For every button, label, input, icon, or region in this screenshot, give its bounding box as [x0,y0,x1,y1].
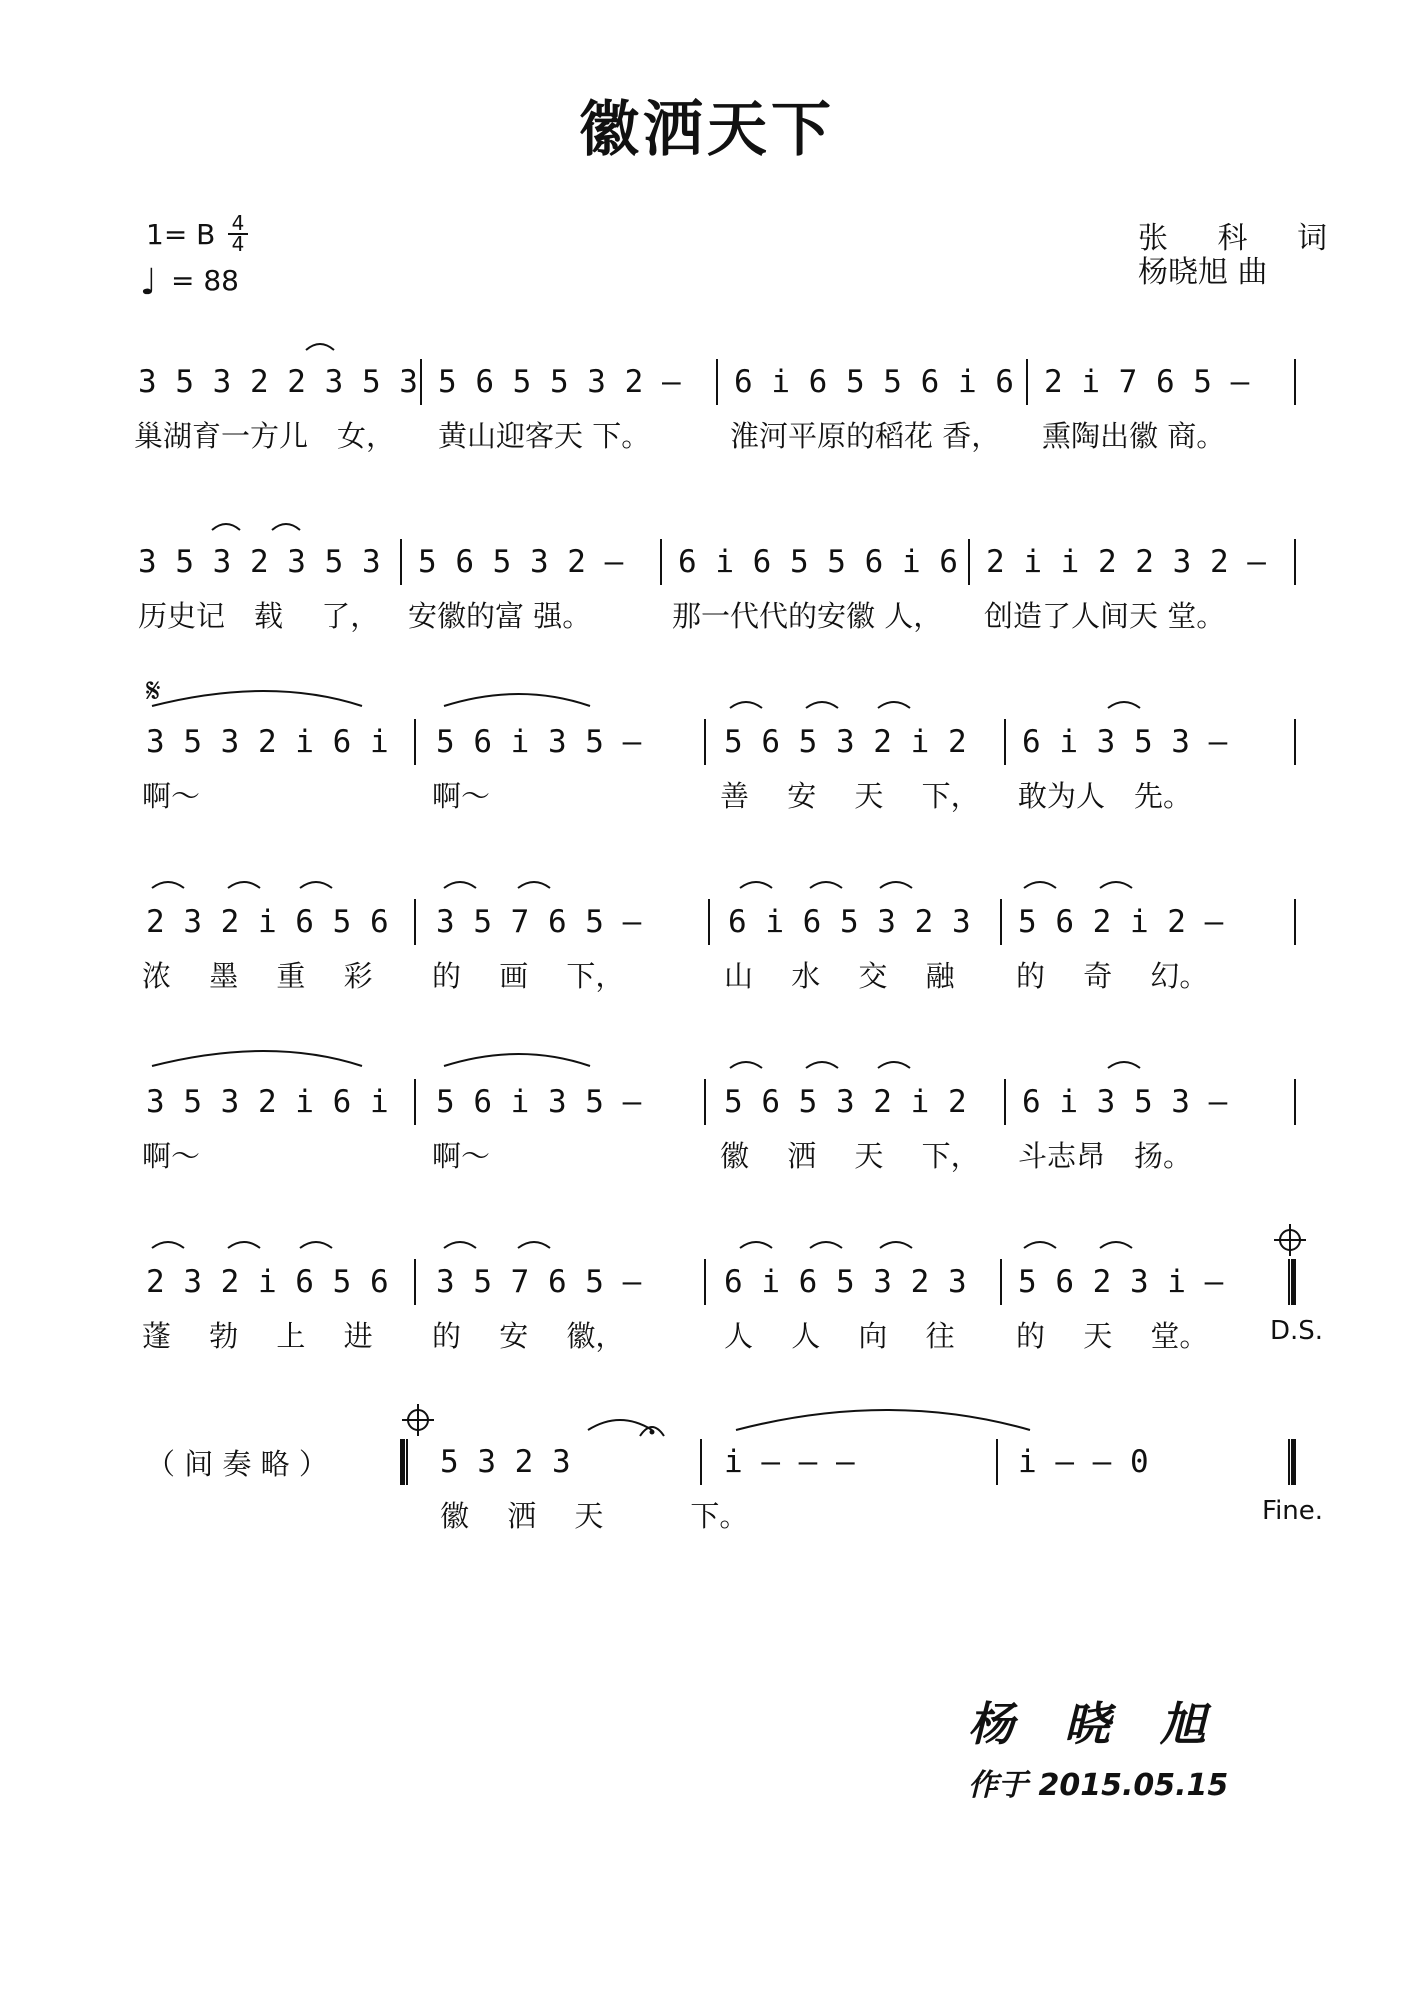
slur [518,1242,550,1248]
lyric-line: 啊～ [432,779,491,813]
lyric-line: 啊～ [432,1139,491,1173]
lyric-line: 徽 洒 天 下， [720,1139,980,1173]
measure: i – – – [724,1444,855,1480]
measure: 3 5 7 6 5 – [436,1264,642,1300]
measure: 6 i 6 5 5 6 i 6 [678,544,958,580]
slur [152,1051,362,1066]
lyric-line: 敢为人 先。 [1018,779,1193,813]
coda-icon [402,1404,434,1436]
segno-icon: 𝄋 [146,671,161,711]
slur [588,1420,652,1430]
lyric-line: 啊～ [142,779,201,813]
slur [444,882,476,888]
measure: 6 i 3 5 3 – [1022,724,1228,760]
lyric-line: 安徽的富 强。 [408,599,592,633]
lyric-line: 那一代代的安徽 人， [672,599,943,633]
tempo-value: = 88 [170,264,239,297]
lyric-line: 斗志昂 扬。 [1018,1139,1193,1173]
slur [228,1242,260,1248]
slur [806,1062,838,1068]
score-title: 徽洒天下 [579,95,835,165]
lyric-line: 的 奇 幻。 [1016,959,1209,993]
lyric-line: 蓬 勃 上 进 [142,1319,373,1353]
slur [1108,1062,1140,1068]
slur [736,1410,1030,1430]
measure: 2 i i 2 2 3 2 – [986,544,1266,580]
lyric-line: 黄山迎客天 下。 [438,419,651,453]
lyric-line: 创造了人间天 堂。 [984,599,1226,633]
slur [1108,702,1140,708]
slur [444,1242,476,1248]
slur [300,882,332,888]
lyric-line: 人 人 向 往 [724,1319,955,1353]
measure: i – – 0 [1018,1444,1149,1480]
dal-segno-mark: D.S. [1270,1316,1324,1346]
interlude-note: （ 间 奏 略 ） [146,1446,328,1481]
measure: 6 i 6 5 3 2 3 [724,1264,967,1300]
measure: 5 6 i 3 5 – [436,1084,642,1120]
lyric-line: 的 安 徽， [432,1319,625,1353]
slur [306,344,334,350]
slur [880,1242,912,1248]
lyric-line: 浓 墨 重 彩 [142,959,373,993]
measure: 6 i 6 5 5 6 i 6 [734,364,1014,400]
slur [272,524,300,530]
slur [152,691,362,706]
slur [740,1242,772,1248]
slur [212,524,240,530]
slur [152,1242,184,1248]
lyric-line: 历史记 载 了， [138,599,380,633]
slur [806,702,838,708]
lyric-line: 淮河平原的稻花 香， [730,419,1001,453]
time-signature-bottom: 4 [231,232,245,256]
slur [1024,882,1056,888]
fermata-icon [640,1427,664,1436]
time-signature-top: 4 [231,211,245,235]
lyricist-credit: 张 科 词 [1138,221,1348,256]
measure: 5 6 5 3 2 i 2 [724,1084,967,1120]
measure: 5 6 2 i 2 – [1018,904,1224,940]
slur [444,1054,590,1066]
slur [878,702,910,708]
measure: 2 3 2 i 6 5 6 [146,904,389,940]
slur [228,882,260,888]
slur [152,882,184,888]
measure: 3 5 3 2 3 5 3 [138,544,381,580]
measure: 5 6 5 3 2 i 2 [724,724,967,760]
measure: 2 3 2 i 6 5 6 [146,1264,389,1300]
measure: 3 5 3 2 2 3 5 3 [138,364,418,400]
measure: 3 5 7 6 5 – [436,904,642,940]
measure: 5 6 2 3 i – [1018,1264,1224,1300]
slur [1024,1242,1056,1248]
measure: 5 6 5 3 2 – [418,544,624,580]
slur [880,882,912,888]
lyric-line: 山 水 交 融 [724,959,955,993]
slur [730,702,762,708]
measure: 2 i 7 6 5 – [1044,364,1250,400]
slur [1100,1242,1132,1248]
slur [1100,882,1132,888]
quarter-note-icon: ♩ [140,262,157,303]
measure: 5 3 2 3 [440,1444,571,1480]
composition-date: 作于 2015.05.15 [968,1768,1229,1803]
composer-signature: 杨晓旭 [968,1697,1256,1751]
measure: 5 6 5 5 3 2 – [438,364,681,400]
lyric-line: 熏陶出徽 商。 [1042,419,1226,453]
slur [810,1242,842,1248]
lyric-line: 善 安 天 下， [720,779,980,813]
key-signature: 1= B [146,218,216,251]
lyric-line: 的 天 堂。 [1016,1319,1209,1353]
slur [810,882,842,888]
lyric-line: 的 画 下， [432,959,625,993]
slur [878,1062,910,1068]
measure: 3 5 3 2 i 6 i [146,724,389,760]
slur [730,1062,762,1068]
composer-credit: 杨晓旭 曲 [1138,255,1268,290]
measure: 6 i 3 5 3 – [1022,1084,1228,1120]
slur [300,1242,332,1248]
lyric-line: 巢湖育一方儿 女， [134,419,396,453]
measure: 3 5 3 2 i 6 i [146,1084,389,1120]
fine-mark: Fine. [1262,1496,1324,1526]
lyric-line: 啊～ [142,1139,201,1173]
slur [518,882,550,888]
coda-icon [1274,1224,1306,1256]
measure: 5 6 i 3 5 – [436,724,642,760]
measure: 6 i 6 5 3 2 3 [728,904,971,940]
slur [444,694,590,706]
slur [740,882,772,888]
lyric-line: 徽 洒 天 下。 [440,1499,749,1533]
